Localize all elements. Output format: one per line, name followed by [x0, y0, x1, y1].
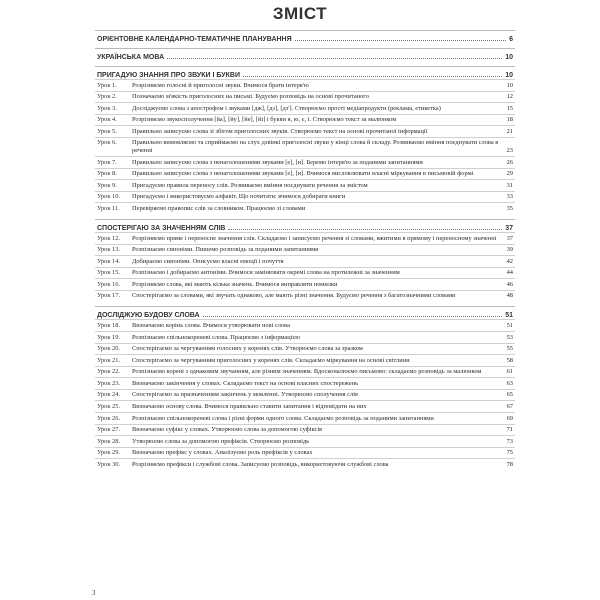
toc-entry[interactable] [95, 191, 515, 203]
toc-entry[interactable] [95, 400, 515, 412]
lesson-page-number: 51 [506, 322, 513, 330]
lesson-number: Урок 13. [97, 246, 121, 254]
section-page-number: 10 [505, 54, 513, 61]
toc-entry[interactable] [95, 179, 515, 191]
lesson-page-number: 26 [506, 158, 513, 166]
lesson-page-number: 33 [506, 193, 513, 201]
lesson-title: Правильно записуємо слова з ненаголошеними звуками [е], [и]. Беремо інтерв'ю за поданими запитаннями [132, 158, 423, 166]
toc-entry[interactable] [95, 267, 515, 279]
lesson-title: Утворюємо слова за допомогою префіксів. Створюємо розповідь [132, 437, 310, 445]
lesson-title: Розрізняємо пряме і переносне значення слів. Складаємо і записуємо речення зі словами, вжитими в прямому і переносному значенні [132, 234, 497, 242]
lesson-title: Спостерігаємо за призначенням закінчень у мовленні. Утворюємо сполучення слів [132, 391, 358, 399]
toc-entry[interactable] [95, 232, 515, 244]
toc-entry[interactable] [95, 255, 515, 267]
lesson-page-number: 53 [506, 333, 513, 341]
section-title: СПОСТЕРІГАЮ ЗА ЗНАЧЕННЯМ СЛІВ [97, 224, 226, 232]
section-title: ДОСЛІДЖУЮ БУДОВУ СЛОВА [97, 312, 200, 320]
lesson-page-number: 65 [506, 391, 513, 399]
lesson-title: Пригадуємо правила переносу слів. Розвиваємо вміння поєднувати речення за змістом [132, 181, 368, 189]
lesson-page-number: 37 [506, 234, 513, 242]
lesson-page-number: 73 [506, 437, 513, 445]
toc-entry[interactable] [95, 377, 515, 389]
toc-entry[interactable] [95, 389, 515, 401]
leader-dots [243, 76, 502, 77]
lesson-number: Урок 28. [97, 437, 121, 445]
toc-entry[interactable] [95, 156, 515, 168]
lesson-number: Урок 17. [97, 292, 121, 300]
lesson-number: Урок 30. [97, 460, 121, 468]
lesson-page-number: 12 [506, 93, 513, 101]
lesson-number: Урок 5. [97, 127, 117, 135]
footer-page-number: 3 [92, 589, 96, 597]
lesson-page-number: 39 [506, 246, 513, 254]
lesson-number: Урок 11. [97, 204, 120, 212]
lesson-page-number: 44 [506, 269, 513, 277]
lesson-title: Розпізнаємо синоніми. Пишемо розповідь за поданими запитаннями [132, 246, 319, 254]
toc-entry[interactable] [95, 79, 515, 91]
toc-entry[interactable] [95, 278, 515, 290]
lesson-page-number: 63 [506, 379, 513, 387]
lesson-number: Урок 6. [97, 139, 117, 147]
lesson-title: Пригадуємо і використовуємо алфавіт. Що почитати: вчимося добирати книги [132, 193, 346, 201]
lesson-page-number: 42 [506, 257, 513, 265]
lesson-number: Урок 23. [97, 379, 121, 387]
lesson-page-number: 61 [506, 368, 513, 376]
lesson-number: Урок 24. [97, 391, 121, 399]
toc-entry[interactable] [95, 331, 515, 343]
lesson-page-number: 58 [506, 356, 513, 364]
section-title: УКРАЇНСЬКА МОВА [97, 54, 165, 61]
section-title: ОРІЄНТОВНЕ КАЛЕНДАРНО-ТЕМАТИЧНЕ ПЛАНУВАННЯ [97, 36, 292, 43]
toc-entry[interactable] [95, 125, 515, 137]
toc-entry[interactable] [95, 447, 515, 459]
table-of-contents [95, 30, 515, 470]
lesson-number: Урок 18. [97, 322, 121, 330]
lesson-title: Спостерігаємо за словами, які звучать однаково, але мають різні значення. Будуємо речення з багатозначними словами [132, 292, 456, 300]
lesson-page-number: 78 [506, 460, 513, 468]
lesson-page-number: 46 [506, 280, 513, 288]
toc-entry[interactable] [95, 91, 515, 103]
lesson-number: Урок 15. [97, 269, 121, 277]
lesson-title: Визначаємо корінь слова. Вчимося утворювати нові слова [132, 322, 290, 330]
toc-entry[interactable] [95, 343, 515, 355]
toc-entry[interactable] [95, 114, 515, 126]
lesson-number: Урок 7. [97, 158, 117, 166]
toc-entry[interactable] [95, 435, 515, 447]
lesson-number: Урок 3. [97, 104, 117, 112]
lesson-number: Урок 25. [97, 403, 121, 411]
leader-dots [167, 58, 502, 59]
lesson-title: Розпізнаємо спільнокореневі слова. Працюємо з інформацією [132, 333, 300, 341]
lesson-number: Урок 26. [97, 414, 121, 422]
lesson-title: Позначаємо м'якість приголосних на письмі. Будуємо розповідь на основі прочитаного [132, 93, 369, 101]
lesson-title: Досліджуємо слова з апострофом і звуками [дж], [дз], [дз']. Створюємо прості медіапродукти (реклама, етикетка) [132, 104, 441, 112]
lesson-page-number: 55 [506, 345, 513, 353]
lesson-number: Урок 1. [97, 81, 117, 89]
lesson-page-number: 71 [506, 426, 513, 434]
section-title: ПРИГАДУЮ ЗНАННЯ ПРО ЗВУКИ І БУКВИ [97, 72, 240, 79]
lesson-title: Правильно вимовляємо та сприймаємо на слух дзвінкі приголосні звуки у кінці слова й складу. Розвиваємо вміння поєднувати слова в реченні [132, 139, 499, 155]
toc-entry[interactable] [95, 168, 515, 180]
toc-entry[interactable] [95, 244, 515, 256]
lesson-title: Правильно записуємо слова з ненаголошеними звуками [е], [и]. Вчимося висловлювати власні міркування в письмовій формі [132, 170, 474, 178]
lesson-page-number: 35 [506, 204, 513, 212]
lesson-title: Визначаємо основу слова. Вчимося правильно ставити запитання і відповідати на них [132, 403, 367, 411]
lesson-page-number: 23 [506, 147, 513, 155]
lesson-title: Правильно записуємо слова зі збігом приголосних звуків. Створюємо текст на основі прочитаної інформації [132, 127, 428, 135]
lesson-title: Розпізнаємо і добираємо антоніми. Вчимося замінювати окремі слова на протилежні за значенням [132, 269, 400, 277]
toc-entry[interactable] [95, 424, 515, 436]
lesson-number: Урок 20. [97, 345, 121, 353]
lesson-number: Урок 22. [97, 368, 121, 376]
lesson-title: Розрізняємо голосні й приголосні звуки. Вчимося брати інтерв'ю [132, 81, 309, 89]
toc-entry[interactable] [95, 412, 515, 424]
lesson-number: Урок 14. [97, 257, 121, 265]
lesson-number: Урок 8. [97, 170, 117, 178]
lesson-page-number: 18 [506, 116, 513, 124]
lesson-title: Визначаємо закінчення у словах. Складаємо текст на основі власних спостережень [132, 379, 359, 387]
lesson-page-number: 29 [506, 170, 513, 178]
lesson-page-number: 21 [506, 127, 513, 135]
lesson-title: Розпізнаємо корені з однаковим звучанням, але різним значенням. Вдосконалюємо письмово: складаємо розповідь за малюнком [132, 368, 482, 376]
lesson-title: Розпізнаємо спільнокореневі слова і різні форми одного слова. Складаємо розповідь за поданими запитаннями [132, 414, 434, 422]
lesson-page-number: 69 [506, 414, 513, 422]
lesson-title: Спостерігаємо за чергуванням голосних у коренях слів. Утворюємо слова за зразком [132, 345, 363, 353]
lesson-title: Перевіряємо правопис слів за словником. Працюємо зі словами [132, 204, 306, 212]
lesson-title: Спостерігаємо за чергуванням приголосних у коренях слів. Складаємо міркування на основі світлини [132, 356, 410, 364]
lesson-number: Урок 21. [97, 356, 121, 364]
section-page-number: 37 [505, 224, 513, 232]
leader-dots [203, 316, 503, 317]
lesson-title: Розрізняємо слова, які мають кілька значень. Вчимося виправляти помилки [132, 280, 338, 288]
lesson-title: Розрізняємо звукосполучення [йа], [йу], [йе], [йі] і букви я, ю, є, ї. Створюємо текст за малюнком [132, 116, 397, 124]
toc-entry[interactable] [95, 366, 515, 378]
section-page-number: 51 [505, 312, 513, 320]
leader-dots [295, 40, 506, 41]
lesson-number: Урок 9. [97, 181, 117, 189]
lesson-title: Визначаємо префікс у словах. Аналізуємо роль префіксів у словах [132, 449, 313, 457]
page-title: ЗМІСТ [272, 4, 328, 23]
toc-entry[interactable] [95, 354, 515, 366]
lesson-page-number: 15 [506, 104, 513, 112]
lesson-number: Урок 10. [97, 193, 121, 201]
lesson-number: Урок 27. [97, 426, 121, 434]
lesson-title: Добираємо синоніми. Описуємо власні емоції і почуття [132, 257, 284, 265]
lesson-page-number: 75 [506, 449, 513, 457]
lesson-number: Урок 2. [97, 93, 117, 101]
lesson-title: Визначаємо суфікс у словах. Утворюємо слова за допомогою суфіксів [132, 426, 323, 434]
lesson-page-number: 10 [506, 81, 513, 89]
lesson-page-number: 48 [506, 292, 513, 300]
toc-entry[interactable] [95, 202, 515, 214]
lesson-page-number: 31 [506, 181, 513, 189]
lesson-number: Урок 29. [97, 449, 121, 457]
lesson-title: Розрізняємо префікси і службові слова. Записуємо розповідь, використовуючи службові слова [132, 460, 389, 468]
section-heading[interactable] [95, 306, 515, 319]
lesson-number: Урок 12. [97, 234, 121, 242]
section-page-number: 6 [509, 36, 513, 43]
leader-dots [228, 229, 502, 230]
lesson-number: Урок 19. [97, 333, 121, 341]
section-heading[interactable] [95, 219, 515, 232]
toc-entry[interactable] [95, 458, 515, 470]
toc-entry[interactable] [95, 137, 515, 156]
lesson-page-number: 67 [506, 403, 513, 411]
section-heading[interactable] [95, 48, 515, 61]
toc-entry[interactable] [95, 319, 515, 331]
toc-entry[interactable] [95, 290, 515, 302]
lesson-number: Урок 4. [97, 116, 117, 124]
section-heading[interactable] [95, 66, 515, 79]
toc-entry[interactable] [95, 102, 515, 114]
lesson-number: Урок 16. [97, 280, 121, 288]
section-page-number: 10 [505, 72, 513, 79]
section-heading[interactable] [95, 30, 515, 43]
